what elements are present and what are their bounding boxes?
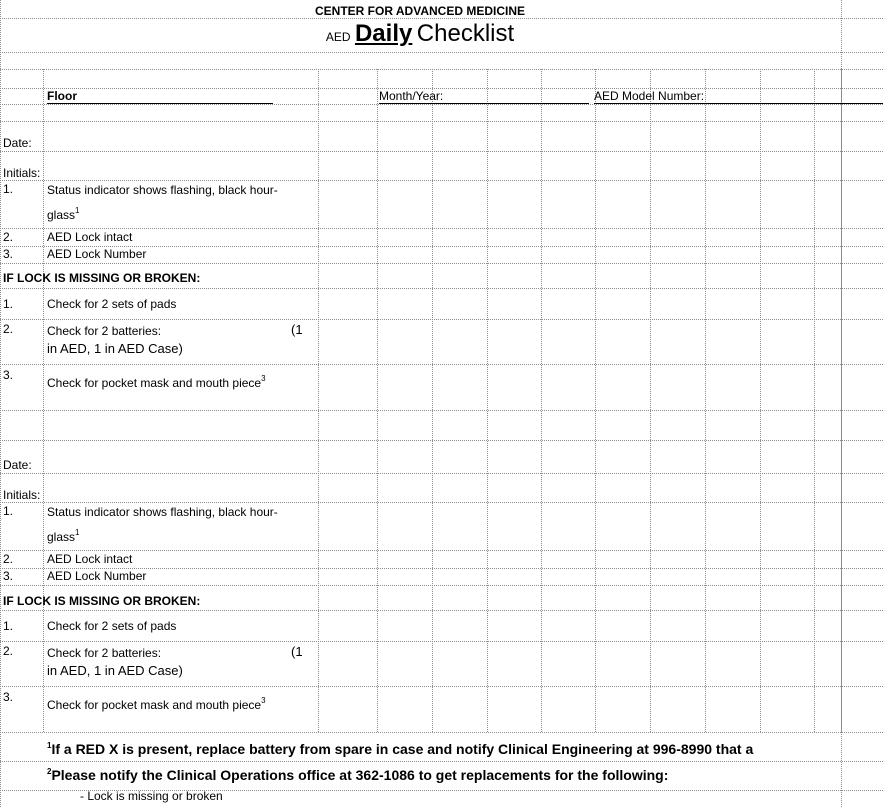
grid-line-vertical [43,69,44,732]
grid-line-horizontal [0,641,883,642]
footnote-2: $^2$Please notify the Clinical Operations office at 362-1086 to get replacements for the following: [47,767,669,783]
aed-model-underline [594,103,883,104]
grid-line-horizontal [0,364,883,365]
item-text: AED Lock Number [47,247,147,261]
grid-line-horizontal [0,440,883,441]
grid-line-vertical [432,69,433,732]
item-number: 3. [3,247,14,261]
initials-label: Initials: [3,488,41,502]
item-text-line2: in AED, 1 in AED Case) [47,663,183,678]
grid-line-horizontal [0,473,883,474]
item-text: AED Lock intact [47,552,133,566]
grid-line-horizontal [0,288,883,289]
org-header-row [0,2,840,20]
grid-line-horizontal [0,761,883,762]
item-text-aside: (1 [291,322,303,337]
floor-label: Floor [47,89,77,103]
item-text: Status indicator shows flashing, black hour- [47,505,278,519]
grid-line-horizontal [0,263,883,264]
grid-line-horizontal [0,686,883,687]
item-text-line2: in AED, 1 in AED Case) [47,341,183,356]
grid-line-vertical [595,69,596,732]
grid-line-vertical [705,69,706,732]
grid-line-horizontal [0,319,883,320]
grid-line-horizontal [0,610,883,611]
item-number: 1. [3,504,14,518]
item-number: 2. [3,230,14,244]
grid-line-horizontal [0,502,883,503]
grid-line-vertical [841,69,842,732]
grid-line-horizontal [0,732,883,733]
initials-label: Initials: [3,166,41,180]
item-number: 1. [3,182,14,196]
item-text: AED Lock intact [47,230,133,244]
item-text: Check for 2 sets of pads [47,297,177,311]
org-name: CENTER FOR ADVANCED MEDICINE [314,4,525,18]
grid-line-horizontal [0,121,883,122]
grid-line-horizontal [0,104,883,105]
title-main: Daily [354,20,413,47]
grid-line-horizontal [0,151,883,152]
title-row [0,20,840,52]
grid-line-horizontal [0,585,883,586]
item-text: Check for pocket mask and mouth piece$^3$ [47,374,266,390]
item-text: Check for 2 batteries: [47,646,162,660]
grid-line-horizontal [0,180,883,181]
grid-line-vertical [487,69,488,732]
footnote-1: $^1$If a RED X is present, replace battery from spare in case and notify Clinical Engineering at 996-8990 that a [47,741,754,757]
item-number: 1. [3,297,14,311]
item-number: 3. [3,690,14,704]
floor-underline [47,103,273,104]
grid-line-horizontal [0,410,883,411]
item-text: Check for pocket mask and mouth piece$^3$ [47,696,266,712]
title-prefix: AED [325,30,351,44]
grid-line-horizontal [0,69,883,70]
footnote-bullet: - Lock is missing or broken [80,789,223,803]
grid-line-vertical [541,69,542,732]
date-label: Date: [3,458,32,472]
grid-line-vertical [377,69,378,732]
item-text: AED Lock Number [47,569,147,583]
month-year-label: Month/Year: [379,89,444,103]
item-number: 2. [3,644,14,658]
grid-line-horizontal [0,228,883,229]
item-number: 3. [3,368,14,382]
item-text: Status indicator shows flashing, black hour- [47,183,278,197]
lock-heading: IF LOCK IS MISSING OR BROKEN: [3,594,201,608]
grid-line-vertical [760,69,761,732]
grid-line-vertical [650,69,651,732]
grid-line-vertical [318,69,319,732]
item-text-aside: (1 [291,644,303,659]
date-label: Date: [3,136,32,150]
item-number: 3. [3,569,14,583]
item-text-line2: glass$^1$ [47,528,80,544]
grid-line-vertical [814,69,815,732]
title-suffix: Checklist [416,20,515,47]
grid-line-horizontal [0,52,883,53]
item-text-line2: glass$^1$ [47,206,80,222]
item-text: Check for 2 batteries: [47,324,162,338]
item-number: 2. [3,552,14,566]
grid-line-vertical [0,0,1,807]
item-number: 1. [3,619,14,633]
aed-model-label: AED Model Number: [594,89,705,103]
item-number: 2. [3,322,14,336]
month-year-underline [379,103,589,104]
grid-line-horizontal [0,550,883,551]
item-text: Check for 2 sets of pads [47,619,177,633]
lock-heading: IF LOCK IS MISSING OR BROKEN: [3,271,201,285]
